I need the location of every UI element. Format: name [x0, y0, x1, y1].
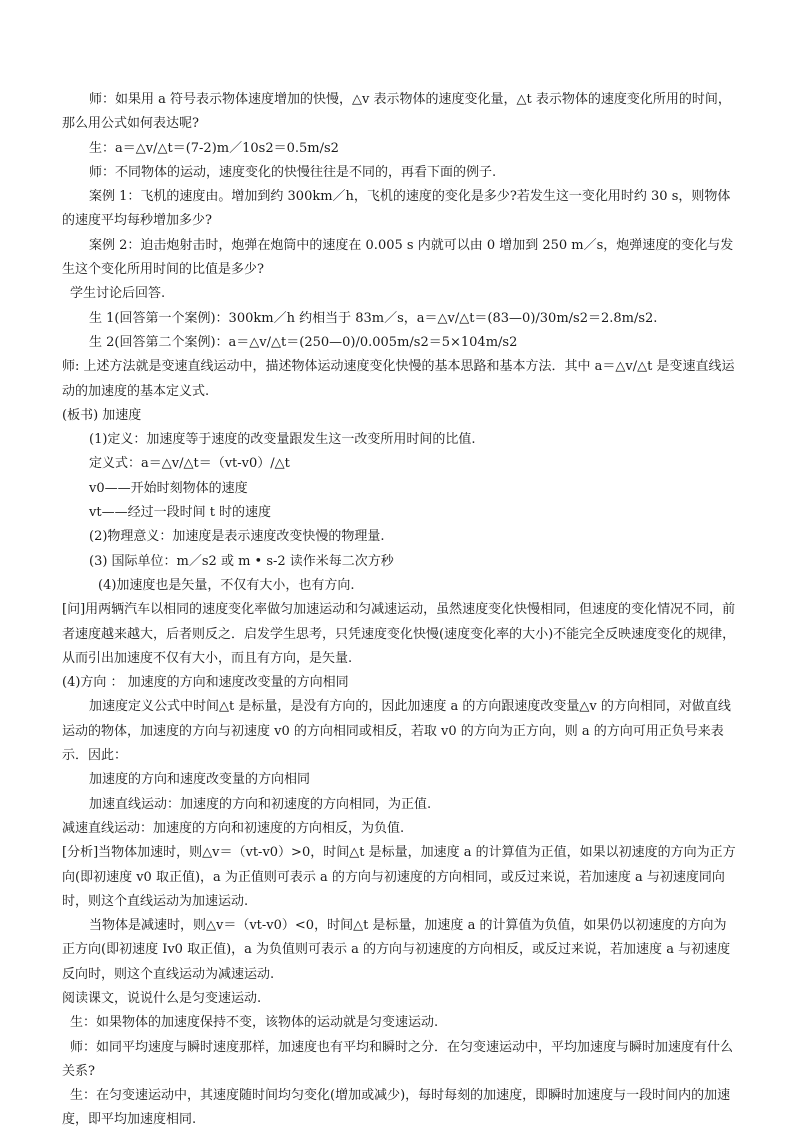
paragraph-teacher-question: 师：如果用 a 符号表示物体速度增加的快慢，△v 表示物体的速度变化量，△t 表示物体的速度变化所用的时间，那么用公式如何表达呢?	[62, 92, 731, 132]
document-body	[62, 88, 738, 1133]
paragraph-teacher-average: 师：如同平均速度与瞬时速度那样，加速度也有平均和瞬时之分．在匀变速运动中，平均加速度与瞬时加速度有什么关系?	[62, 1039, 734, 1079]
paragraph-deceleration-analysis: 当物体是减速时，则△v＝（vt-v0）<0，时间△t 是标量，加速度 a 的计算值为负值，如果仍以初速度的方向为正方向(即初速度 Iv0 取正值)，a 为负值则可表示 a 的方向与初速度的方向相反，或反过来说，若加速度 a 与初速度反向时，则这个直线运动为减速运动.	[62, 918, 731, 982]
definition-line: (1)定义：加速度等于速度的改变量跟发生这一改变所用时间的比值.	[89, 432, 476, 448]
paragraph-question: [问]用两辆汽车以相同的速度变化率做匀加速运动和匀减速运动，虽然速度变化快慢相同，但速度的变化情况不同，前者速度越来越大，后者则反之．启发学生思考，只凭速度变化快慢(速度变化率的大小)不能完全反映速度变化的规律，从而引出加速度不仅有大小，而且有方向，是矢量.	[62, 602, 736, 666]
si-unit-line: (3) 国际单位：m／s2 或 m • s-2 读作米每二次方秒	[89, 553, 394, 569]
accelerating-line: 加速直线运动：加速度的方向和初速度的方向相同，为正值.	[89, 796, 432, 812]
paragraph-analysis: [分析]当物体加速时，则△v＝（vt-v0）>0，时间△t 是标量，加速度 a 的计算值为正值，如果以初速度的方向为正方向(即初速度 v0 取正值)，a 为正值则可表示 a 的方向与初速度的方向相同，或反过来说，若加速度 a 与初速度同向时，则这个直线运动为加速运动.	[62, 845, 736, 909]
heading-board-acceleration: (板书) 加速度	[62, 407, 142, 423]
vector-line: (4)加速度也是矢量，不仅有大小，也有方向.	[98, 577, 355, 593]
paragraph-student-formula: 生：a＝△v/△t＝(7-2)m／10s2＝0.5m/s2	[89, 140, 339, 156]
paragraph-teacher-note: 师：不同物体的运动，速度变化的快慢往往是不同的，再看下面的例子.	[89, 164, 497, 180]
paragraph-discussion: 学生讨论后回答.	[70, 286, 166, 302]
direction-rule-line: 加速度的方向和速度改变量的方向相同	[89, 772, 311, 788]
direction-heading: (4)方向 ： 加速度的方向和速度改变量的方向相同	[62, 675, 349, 691]
v0-definition-line: v0——开始时刻物体的速度	[89, 480, 248, 496]
paragraph-student-average: 生：在匀变速运动中，其速度随时间均匀变化(增加或减少)，每时每刻的加速度，即瞬时加速度与一段时间内的加速度，即平均加速度相同.	[62, 1088, 731, 1128]
paragraph-student-1-answer: 生 1(回答第一个案例)：300km／h 约相当于 83m／s，a＝△v/△t＝(83—0)/30m/s2＝2.8m/s2.	[89, 310, 658, 326]
physical-meaning-line: (2)物理意义：加速度是表示速度改变快慢的物理量.	[89, 529, 385, 545]
reading-prompt: 阅读课文，说说什么是匀变速运动.	[62, 990, 262, 1006]
vt-definition-line: vt——经过一段时间 t 时的速度	[89, 505, 272, 521]
decelerating-line: 减速直线运动：加速度的方向和初速度的方向相反，为负值.	[62, 820, 405, 836]
paragraph-direction-explanation: 加速度定义公式中时间△t 是标量，是没有方向的，因此加速度 a 的方向跟速度改变量△v 的方向相同，对做直线运动的物体，加速度的方向与初速度 v0 的方向相同或相反，若取 v0 的方向为正方向，则 a 的方向可用正负号来表示．因此：	[62, 699, 731, 764]
definition-formula-line: 定义式：a＝△v/△t＝（vt-v0）/△t	[89, 456, 290, 472]
paragraph-case-1: 案例 1：飞机的速度由。增加到约 300km／h，飞机的速度的变化是多少?若发生这一变化用时约 30 s，则物体的速度平均每秒增加多少?	[62, 189, 731, 229]
paragraph-student-uniform: 生：如果物体的加速度保持不变，该物体的运动就是匀变速运动.	[70, 1015, 439, 1031]
paragraph-student-2-answer: 生 2(回答第二个案例)：a＝△v/△t＝(250—0)/0.005m/s2＝5×104m/s2	[89, 334, 518, 350]
paragraph-teacher-summary: 师: 上述方法就是变速直线运动中，描述物体运动速度变化快慢的基本思路和基本方法．其中 a＝△v/△t 是变速直线运动的加速度的基本定义式.	[62, 359, 735, 399]
paragraph-case-2: 案例 2：迫击炮射击时，炮弹在炮筒中的速度在 0.005 s 内就可以由 0 增加到 250 m／s，炮弹速度的变化与发生这个变化所用时间的比值是多少?	[62, 237, 734, 278]
